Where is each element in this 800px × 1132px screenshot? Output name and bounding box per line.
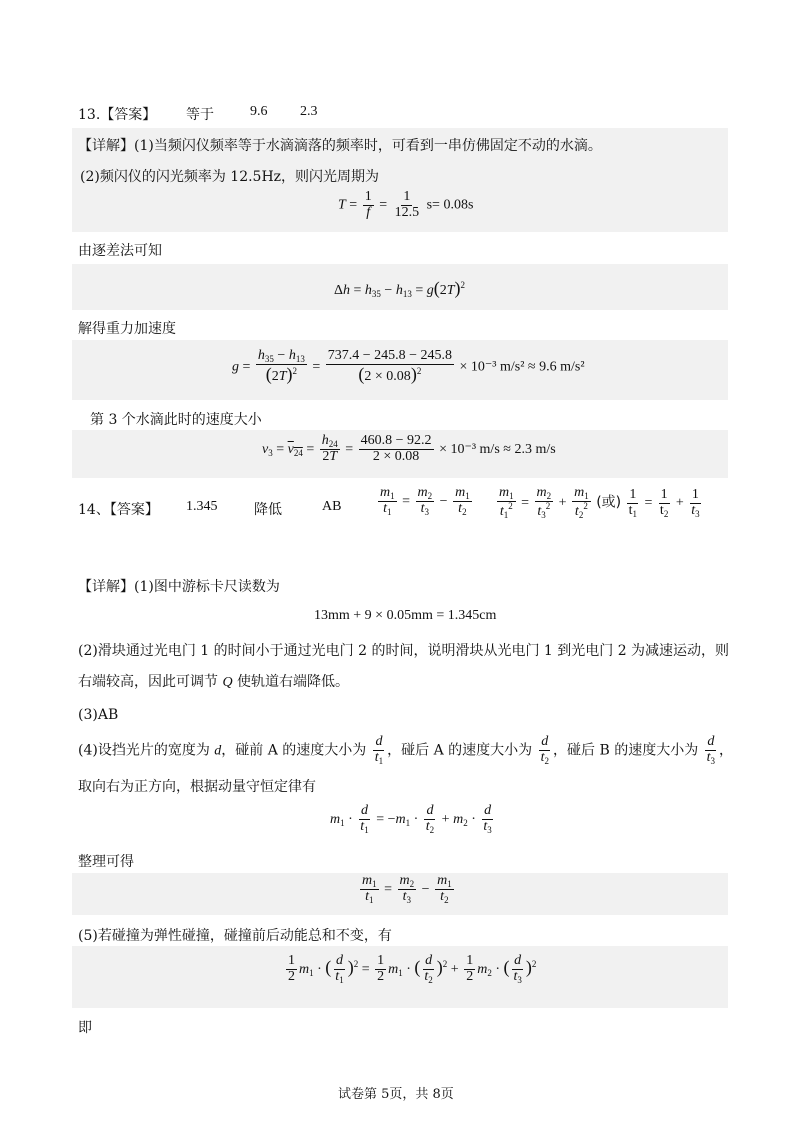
q14-answer-eq-1: $\frac{m_1}{t_1}$ = $\frac{m_2}{t_3}$ − $\frac{m_1}{t_2}$ [380, 485, 470, 518]
q14-detail-4: (4)设挡光片的宽度为 d，碰前 A 的速度大小为 $\frac{d}{t_1}$ ，碰后 A 的速度大小为 $\frac{d}{t_2}$ ，碰后 B 的速度大小为 $\frac{d}{t_3}$ ， [78, 734, 734, 766]
q13-label: 13.【答案】 [78, 107, 157, 123]
q13-header [78, 104, 156, 124]
q14-detail-2b-q: Q [222, 675, 233, 690]
q13-detail-1: 【详解】(1)当频闪仪频率等于水滴滴落的频率时，可看到一串仿佛固定不动的水滴。 [78, 138, 602, 154]
q14-detail-2a: (2)滑块通过光电门 1 的时间小于通过光电门 2 的时间，说明滑块从光电门 1 到光电门 2 为减速运动，则 [78, 643, 730, 659]
q14-answer-2: 降低 [254, 502, 282, 518]
q14-detail-4-a: (4)设挡光片的宽度为 [78, 742, 215, 759]
eq-arranged: $\frac{m_1}{t_1}$ = $\frac{m_2}{t_3}$ − $\frac{m_1}{t_2}$ [362, 873, 452, 906]
q14-answer-3: AB [322, 499, 342, 514]
q14-detail-4-e: ，碰后 B 的速度大小为 [553, 742, 699, 759]
q13-detail-2: (2)频闪仪的闪光频率为 12.5Hz，则闪光周期为 [80, 169, 380, 185]
eq-g-result: × 10⁻³ m/s² ≈ 9.6 m/s² [459, 359, 585, 375]
q14-detail-3: (3)AB [78, 707, 119, 723]
eq-g: g = $\frac{h_{35} - h_{13}}{(2T)^2}$ = $\frac{737.4 - 245.8 - 245.8}{(2 \times 0.08)^2}$ × 10⁻³ m/s² ≈ 9.6 m/s² [232, 348, 585, 385]
q14-detail-4-line2: 取向右为正方向，根据动量守恒定律有 [78, 779, 316, 795]
q14-detail-4-d: d [214, 743, 222, 759]
eq-energy: $\frac{1}{2}$ $m_1$ · ( $\frac{d}{t_1}$ )$^2$ = $\frac{1}{2}$ $m_1$ · ( $\frac{d}{t_2}$ )$^2$ + $\frac{1}{2}$ $m_2$ · ( $\frac{d}{t_3}$ )$^2$ [288, 953, 537, 985]
page-footer: 试卷第 5页，共 8页 [338, 1087, 454, 1102]
eq-v-num: 460.8 − 92.2 [360, 433, 432, 449]
q14-detail-4-b: ，碰前 A 的速度大小为 [221, 742, 367, 759]
eq-v-result: × 10⁻³ m/s ≈ 2.3 m/s [439, 441, 556, 457]
q13-answer-3: 2.3 [300, 104, 318, 119]
q13-by-method: 由逐差法可知 [78, 243, 162, 259]
q13-answer-1: 等于 [186, 107, 214, 123]
q14-arrange: 整理可得 [78, 854, 134, 870]
q14-answer-1: 1.345 [186, 499, 218, 514]
eq-g-num: 737.4 − 245.8 − 245.8 [327, 348, 453, 364]
q14-detail-4-end: ， [719, 742, 734, 759]
q14-header: 14、【答案】 [78, 502, 159, 518]
q13-third-drop: 第 3 个水滴此时的速度大小 [90, 412, 262, 428]
q13-solve-g: 解得重力加速度 [78, 321, 176, 337]
q13-answer-2: 9.6 [250, 104, 268, 119]
q14-ji: 即 [78, 1020, 92, 1036]
eq-g-den: 2 × 0.08 [364, 369, 411, 385]
q14-detail-2b-post: 使轨道右端降低。 [232, 674, 350, 690]
q14-detail-5: (5)若碰撞为弹性碰撞，碰撞前后动能总和不变，有 [78, 928, 392, 944]
q14-detail-1: 【详解】(1)图中游标卡尺读数为 [78, 579, 280, 595]
eq-momentum: $m_1$ · $\frac{d}{t_1}$ = $-m_1$ · $\frac{d}{t_2}$ + $m_2$ · $\frac{d}{t_3}$ [330, 803, 492, 835]
q14-detail-2b-pre: 右端较高，因此可调节 [78, 674, 223, 690]
eq-v3: $v_3 = v_{24}$ = $\frac{h_{24}}{2T}$ = $\frac{460.8 - 92.2}{2 \times 0.08}$ × 10⁻³ m/s ≈ 2.3 m/s [262, 433, 556, 465]
q14-answer-eq-2: $\frac{m_1}{t_1^2}$ = $\frac{m_2}{t_3^2}$ + $\frac{m_1}{t_2^2}$ (或) $\frac{1}{t_1}$ = $\frac{1}{t_2}$ + $\frac{1}{t_3}$ [499, 485, 700, 521]
q14-detail-4-c: ，碰后 A 的速度大小为 [387, 742, 533, 759]
eq-delta-h: $\Delta h = h_{35} - h_{13} = g(2T)^2$ [334, 278, 466, 299]
q14-detail-2b [78, 671, 349, 691]
eq-period-result: s= 0.08s [426, 197, 474, 213]
eq-period: T = $\frac{1}{f}$ = $\frac{1}{12.5}$ s= 0.08s [338, 189, 474, 220]
q14-or-text: (或) [596, 494, 622, 511]
eq-caliper: 13mm + 9 × 0.05mm = 1.345cm [314, 608, 497, 623]
eq-v-den: 2 × 0.08 [372, 449, 420, 465]
